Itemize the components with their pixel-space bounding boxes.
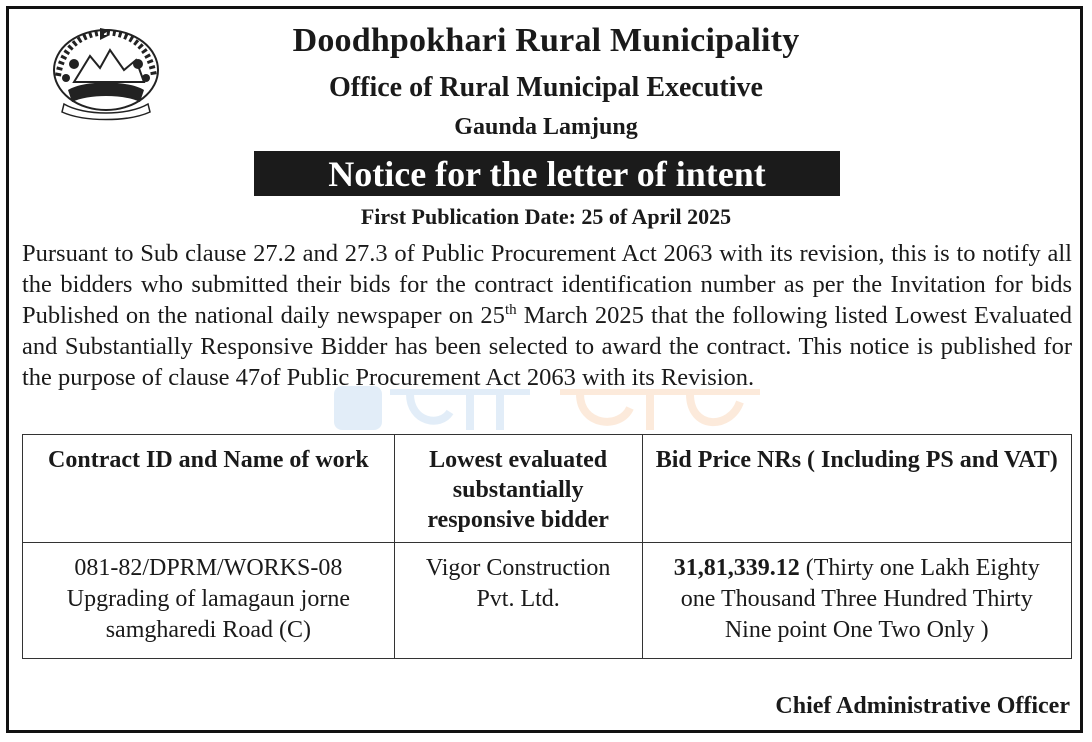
header-bidder: Lowest evaluated substantially responsive bidder [394, 435, 642, 543]
work-name: Upgrading of lamagaun jorne samgharedi Road (C) [66, 586, 350, 643]
office-name: Office of Rural Municipal Executive [329, 72, 763, 103]
cell-price [642, 543, 1071, 659]
header-bid-price: Bid Price NRs ( Including PS and VAT) [642, 435, 1071, 543]
municipality-name: Doodhpokhari Rural Municipality [292, 22, 800, 59]
contract-id: 081-82/DPRM/WORKS-08 [74, 555, 343, 581]
cell-contract [23, 543, 395, 659]
date-ordinal-suffix: th [504, 301, 517, 318]
table-row [23, 543, 1072, 659]
publication-date: First Publication Date: 25 of April 2025 [360, 204, 732, 229]
notice-body-part2: March 2025 that the following listed Lowest Evaluated and Substantially Responsive Bidder has been selected to award the contract. This notice is published for the purpose of clause 47of Public Procurement Act 2063 with its Revision. [22, 302, 1072, 391]
office-location: Gaunda Lamjung [454, 114, 638, 140]
header-contract-id: Contract ID and Name of work [23, 435, 395, 543]
notice-title: Notice for the letter of intent [254, 151, 840, 196]
notice-body [22, 238, 1072, 393]
table-header-row [23, 435, 1072, 543]
award-table [22, 434, 1072, 659]
price-words: (Thirty one Lakh Eighty one Thousand Three Hundred Thirty Nine point One Two Only ) [680, 555, 1040, 643]
price-amount: 31,81,339.12 [673, 555, 800, 581]
cell-bidder: Vigor Construction Pvt. Ltd. [394, 543, 642, 659]
notice-body-part1: Pursuant to Sub clause 27.2 and 27.3 of Public Procurement Act 2063 with its revision, this is to notify all the bidders who submitted their bids for the contract identification number as per the Invitation for bids Published on the national daily newspaper on 25 [22, 240, 1072, 329]
signature-title: Chief Administrative Officer [775, 693, 1070, 719]
